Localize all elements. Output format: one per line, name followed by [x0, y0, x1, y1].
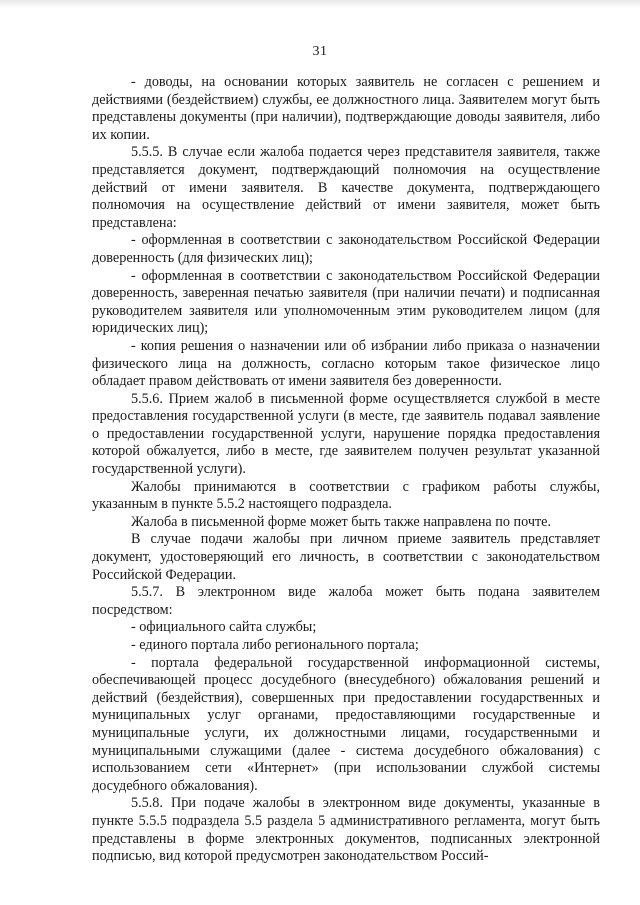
paragraph-arguments: - доводы, на основании которых заявитель не согласен с решением и действиями (бездействием) службы, ее должностного лица. Заявителем могут быть представлены документы (при наличии), подтверждающие доводы заявителя, либо их копии. — [92, 74, 600, 143]
document-body — [92, 74, 600, 866]
list-item-power-of-attorney-individuals: - оформленная в соответствии с законодательством Российской Федерации доверенность (для физических лиц); — [92, 232, 600, 266]
list-item-official-site: - официального сайта службы; — [131, 619, 317, 636]
paragraph-5-5-7: 5.5.7. В электронном виде жалоба может быть подана заявителем посредством: — [92, 584, 600, 618]
scan-top-edge — [0, 0, 640, 8]
paragraph-5-5-6: 5.5.6. Прием жалоб в письменной форме осуществляется службой в месте предоставления государственной услуги (в месте, где заявитель подавал заявление о предоставлении государственной услуги, нарушение порядка предоставления которой обжалуется, либо в месте, где заявителем получен результат указанной государственной услуги). — [92, 390, 600, 478]
page-number: 31 — [312, 44, 328, 59]
list-item-appointment-decision: - копия решения о назначении или об избрании либо приказа о назначении физического лица на должность, согласно которым такое физическое лицо обладает правом действовать от имени заявителя без доверенности. — [92, 337, 600, 390]
paragraph-post: Жалоба в письменной форме может быть также направлена по почте. — [131, 513, 552, 530]
paragraph-schedule: Жалобы принимаются в соответствии с графиком работы службы, указанным в пункте 5.5.2 настоящего подраздела. — [92, 478, 600, 513]
paragraph-personal-reception: В случае подачи жалобы при личном приеме заявитель представляет документ, удостоверяющий его личность, в соответствии с законодательством Российской Федерации. — [92, 531, 600, 583]
paragraph-5-5-8: 5.5.8. При подаче жалобы в электронном виде документы, указанные в пункте 5.5.5 подраздела 5.5 раздела 5 административного регламента, могут быть представлены в форме электронных документов, подписанных электронной подписью, вид которой предусмотрен законодательством Россий- — [92, 795, 600, 865]
paragraph-5-5-5: 5.5.5. В случае если жалоба подается через представителя заявителя, также представляется документ, подтверждающий полномочия на осуществление действий от имени заявителя. В качестве документа, подтверждающего полномочия на осуществление действий от имени заявителя, может быть представлена: — [92, 144, 600, 231]
list-item-unified-portal: - единого портала либо регионального портала; — [131, 637, 419, 653]
list-item-federal-portal: - портала федеральной государственной информационной системы, обеспечивающей процесс досудебного (внесудебного) обжалования решений и действий (бездействия), совершенных при предоставлении государственных и муниципальных услуг органами, предоставляющими государственные и муниципальные услуги, их должностными лицами, государственными и муниципальными служащими (далее - система досудебного обжалования) с использованием сети «Интернет» (при использовании службой системы досудебного обжалования). — [92, 654, 600, 794]
list-item-power-of-attorney-legal-entities: - оформленная в соответствии с законодательством Российской Федерации доверенность, заверенная печатью заявителя (при наличии печати) и подписанная руководителем заявителя или уполномоченным этим руководителем лицом (для юридических лиц); — [92, 267, 600, 337]
